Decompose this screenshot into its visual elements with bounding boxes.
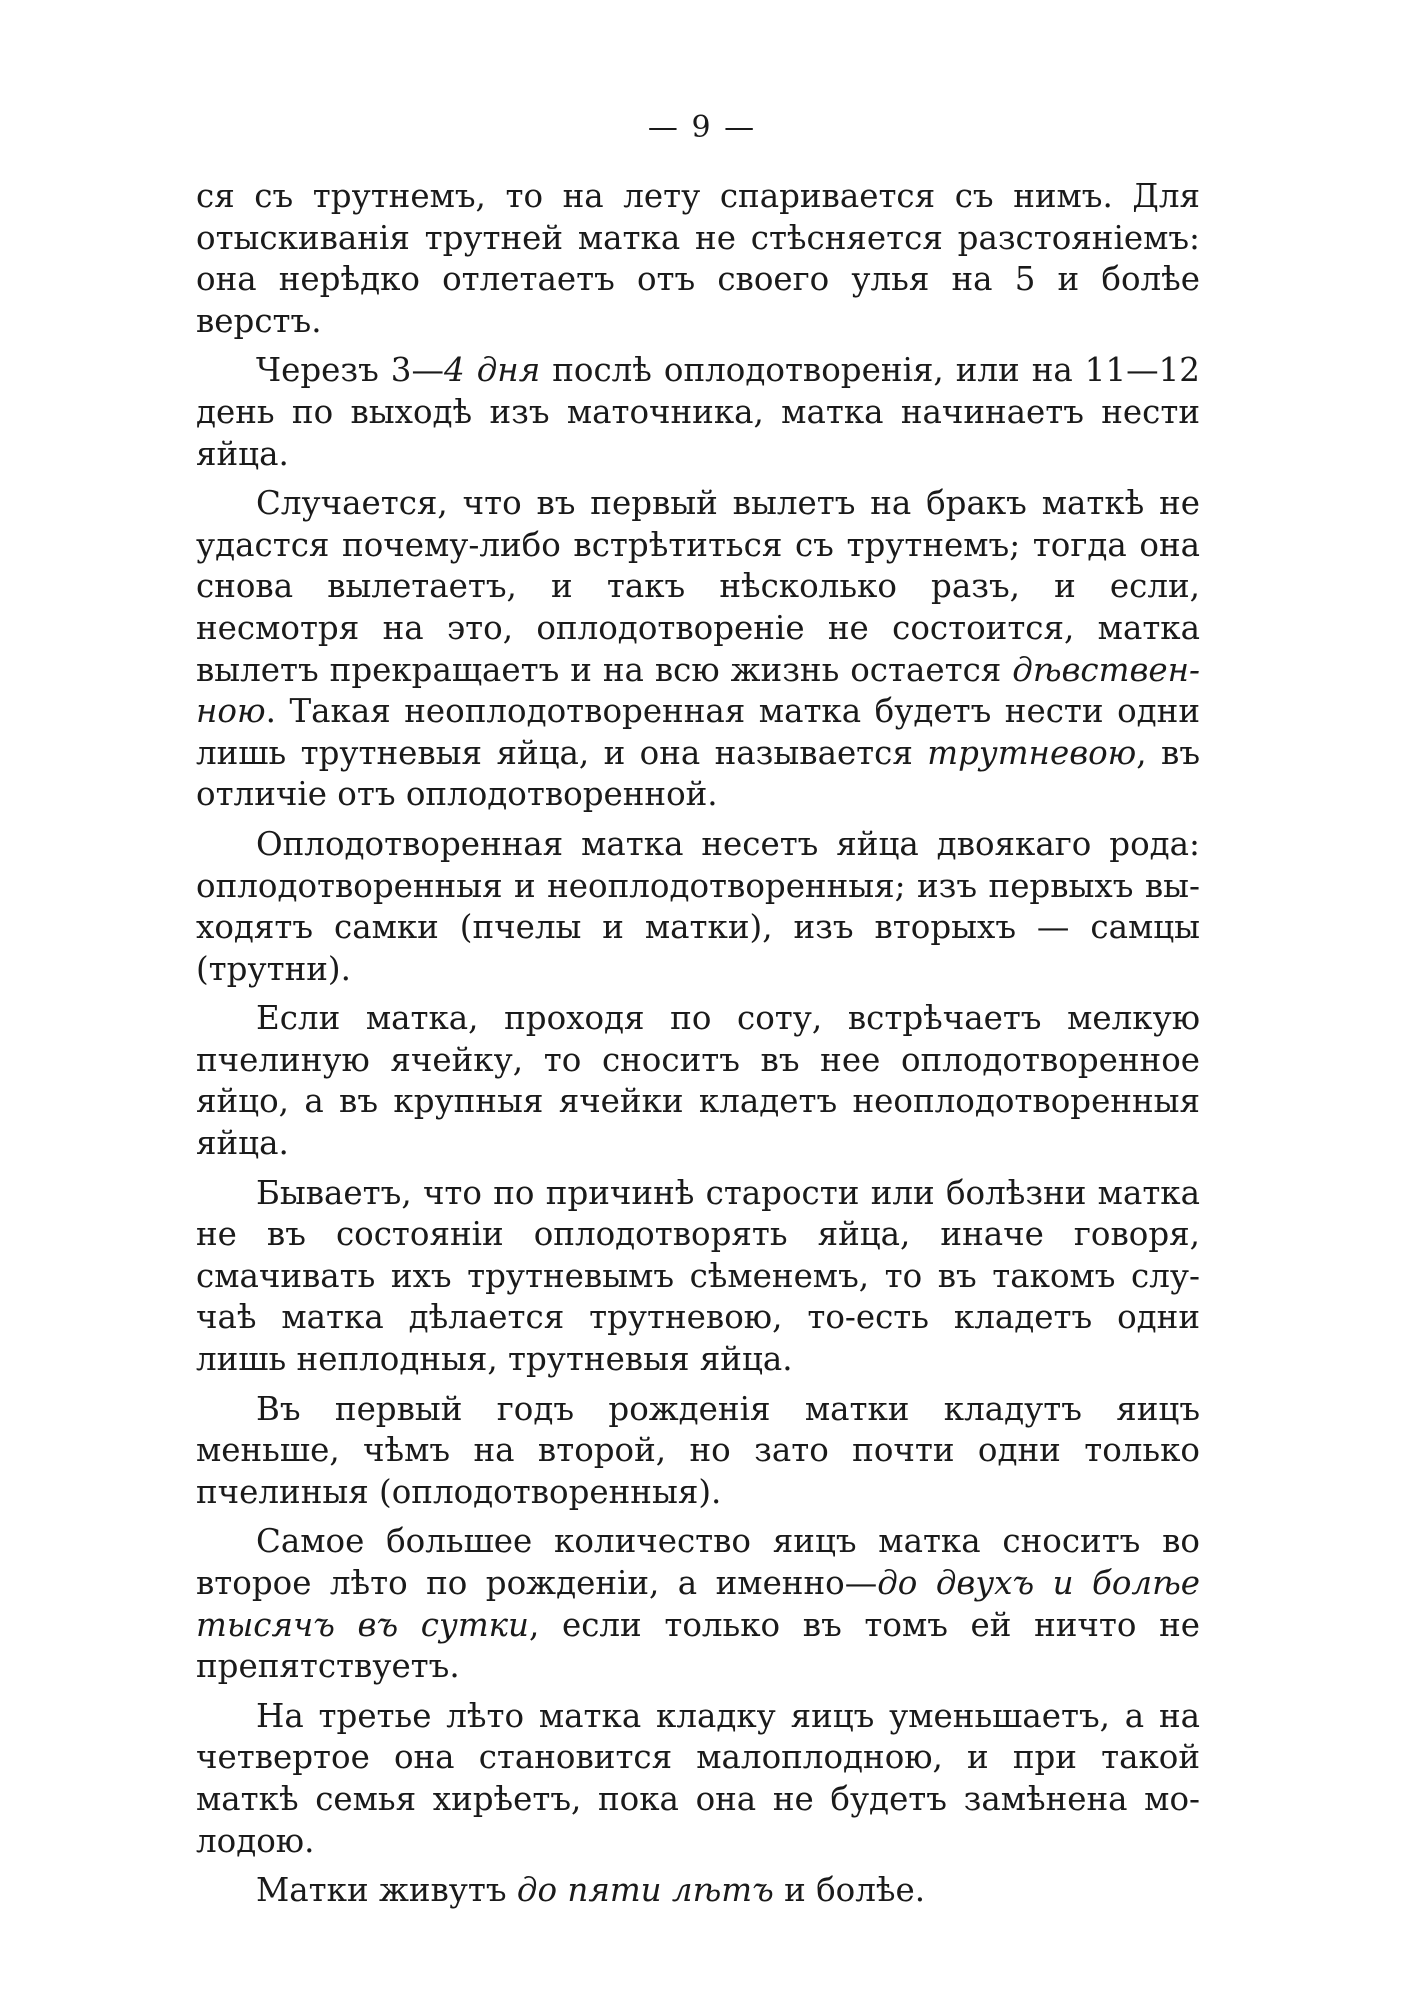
text-segment: Самое большее количество яицъ матка сноситъ во второе лѣто по рожденіи, а именно— [196,1522,1200,1602]
italic-segment: дѣвственною [196,650,1200,731]
paragraph-1 [196,176,1200,342]
page-number: — 9 — [647,110,757,145]
text-segment: Черезъ 3— [256,351,444,390]
text-segment: . Такая неоплодотворенная матка будетъ нести одни лишь трутневыя яйца, и она называется [196,692,1200,772]
italic-segment: 4 дня [444,351,541,390]
text-segment: , въ отличіе отъ оплодотворенной. [196,733,1200,814]
paragraph-10 [196,1870,1200,1912]
italic-segment: до пяти лѣтъ [516,1871,774,1910]
text-segment: Въ первый годъ рожденія матки кладутъ яицъ меньше, чѣмъ на второй, но зато почти одни только пчелиныя (оплодотворенныя). [196,1389,1200,1511]
text-segment: Если матка, проходя по соту, встрѣчаетъ мелкую пчелиную ячейку, то сноситъ въ нее оплодотворенное яйцо, а въ крупныя ячейки кладетъ неоплодотворенныя яйца. [196,999,1200,1163]
paragraph-7 [196,1389,1200,1514]
text-segment: Матки живутъ [256,1871,517,1910]
text-segment: Оплодотворенная матка несетъ яйца двоякаго рода: оплодотворенныя и неоплодотворенныя; изъ первыхъ выходятъ самки (пчелы и матки), изъ вторыхъ — самцы (трутни). [196,824,1200,988]
text-segment: , если только въ томъ ей ничто не препятствуетъ. [196,1605,1200,1686]
text-segment: ся съ трутнемъ, то на лету спаривается съ нимъ. Для отыскиванія трутней матка не стѣсняется разстояніемъ: она нерѣдко отлетаетъ отъ своего улья на 5 и болѣе верстъ. [196,177,1200,340]
paragraph-3 [196,483,1200,816]
text-segment: Бываетъ, что по причинѣ старости или болѣзни матка не въ состояніи оплодотворять яйца, иначе говоря, смачивать ихъ трутневымъ сѣменемъ, то въ такомъ случаѣ матка дѣлается трутневою, то-есть кладетъ одни лишь неплодныя, трутневыя яйца. [196,1173,1200,1379]
text-segment: Случается, что въ первый вылетъ на бракъ маткѣ не удастся почему-либо встрѣтиться съ трутнемъ; тогда она снова вылетаетъ, и такъ нѣсколько разъ, и если, несмотря на это, оплодотвореніе не состоится, матка вылетъ прекращаетъ и на всю жизнь остается [196,484,1200,689]
text-segment: и болѣе. [773,1871,926,1910]
paragraph-2 [196,350,1200,475]
paragraph-9 [196,1696,1200,1862]
body-text [196,176,1200,1912]
paragraph-6 [196,1173,1200,1381]
paragraph-8 [196,1521,1200,1687]
text-segment: послѣ оплодотворенія, или на 11—12 день по выходѣ изъ маточника, матка начинаетъ нести яйца. [196,351,1200,473]
paragraph-4 [196,824,1200,990]
paragraph-5 [196,998,1200,1164]
italic-segment: до двухъ и болѣе тысячъ въ сутки [196,1564,1200,1644]
italic-segment: трутневою [927,733,1137,772]
text-segment: На третье лѣто матка кладку яицъ уменьшаетъ, а на четвертое она становится малоплодною, и при такой маткѣ семья хирѣетъ, пока она не будетъ замѣнена молодою. [196,1696,1200,1860]
